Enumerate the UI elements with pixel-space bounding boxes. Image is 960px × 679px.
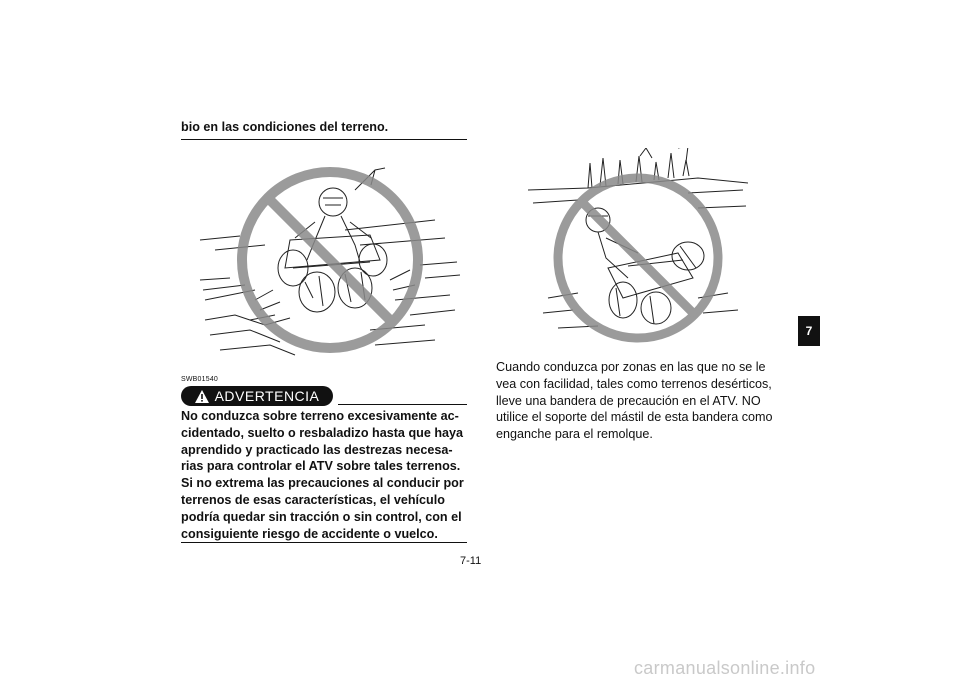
warning-line: Si no extrema las precauciones al conducir por xyxy=(181,476,464,491)
body-line: vea con facilidad, tales como terrenos desérticos, xyxy=(496,376,772,391)
body-line: enganche para el remolque. xyxy=(496,427,653,442)
warning-line: aprendido y practicado las destrezas necesa- xyxy=(181,442,453,457)
warning-line: rias para controlar el ATV sobre tales terrenos. xyxy=(181,459,461,474)
section-intro-text: bio en las condiciones del terreno. xyxy=(181,120,389,134)
warning-line: consiguiente riesgo de accidente o vuelco. xyxy=(181,526,438,541)
body-line: Cuando conduzca por zonas en las que no se le xyxy=(496,360,766,374)
warning-label: ADVERTENCIA xyxy=(214,388,320,404)
warning-triangle-icon xyxy=(195,390,209,403)
warning-line: No conduzca sobre terreno excesivamente ac- xyxy=(181,409,459,423)
right-body-text xyxy=(496,359,784,443)
chapter-tab: 7 xyxy=(798,316,820,346)
divider xyxy=(338,404,467,405)
body-line: lleve una bandera de precaución en el ATV. NO xyxy=(496,393,761,408)
warning-line: terrenos de esas características, el vehículo xyxy=(181,492,445,507)
body-line: utilice el soporte del mástil de esta bandera como xyxy=(496,410,773,425)
warning-line: podría quedar sin tracción o sin control, con el xyxy=(181,509,462,524)
prohibition-circle-icon xyxy=(558,178,718,338)
warning-code: SWB01540 xyxy=(181,376,219,383)
divider xyxy=(181,139,467,140)
watermark: carmanualsonline.info xyxy=(634,658,816,678)
warning-badge xyxy=(181,386,333,406)
warning-line: cidentado, suelto o resbaladizo hasta que haya xyxy=(181,425,464,440)
desert-terrain-illustration xyxy=(528,148,748,348)
rough-terrain-illustration xyxy=(195,150,465,368)
divider xyxy=(181,542,467,543)
page-number: 7-11 xyxy=(460,555,482,567)
warning-text xyxy=(181,408,467,542)
